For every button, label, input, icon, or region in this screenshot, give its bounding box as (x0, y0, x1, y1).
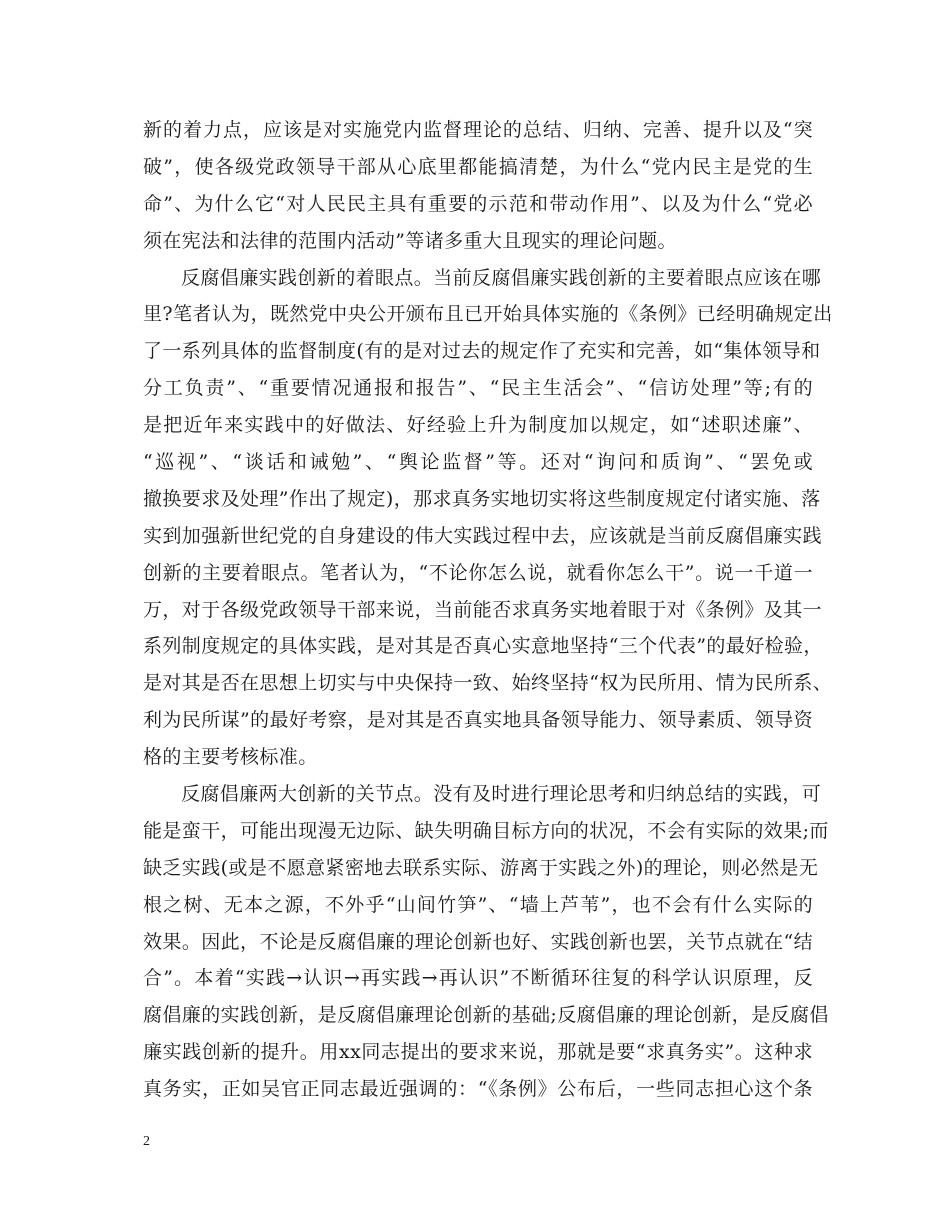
text-line: 根之树、无本之源，不外乎“山间竹笋”、“墙上芦苇”，也不会有什么实际的 (143, 893, 813, 916)
body-text (143, 112, 833, 1108)
text-line: 廉实践创新的提升。用xx同志提出的要求来说，那就是要“求真务实”。这种求 (143, 1041, 813, 1064)
text-line: 了一系列具体的监督制度(有的是对过去的规定作了充实和完善，如“集体领导和 (143, 340, 821, 363)
text-line: 系列制度规定的具体实践，是对其是否真心实意地坚持“三个代表”的最好检验， (143, 635, 823, 658)
text-line: 合”。本着“实践→认识→再实践→再认识”不断循环往复的科学认识原理，反 (143, 967, 813, 990)
text-line: 真务实，正如吴官正同志最近强调的：“《条例》公布后，一些同志担心这个条 (143, 1078, 813, 1101)
text-line: 实到加强新世纪党的自身建设的伟大实践过程中去，应该就是当前反腐倡廉实践 (143, 524, 823, 547)
text-line: 利为民所谋”的最好考察，是对其是否真实地具备领导能力、领导素质、领导资 (143, 709, 813, 732)
text-line: 反腐倡廉实践创新的着眼点。当前反腐倡廉实践创新的主要着眼点应该在哪 (181, 266, 822, 289)
text-line: 里?笔者认为，既然党中央公开颁布且已开始具体实施的《条例》已经明确规定出 (143, 303, 833, 326)
text-line: 新的着力点，应该是对实施党内监督理论的总结、归纳、完善、提升以及“突 (143, 119, 813, 141)
page-number: 2 (143, 1134, 150, 1149)
text-line: 分工负责”、“重要情况通报和报告”、“民主生活会”、“信访处理”等;有的 (143, 377, 813, 400)
text-line: “巡视”、“谈话和诫勉”、“舆论监督”等。还对“询问和质询”、“罢免或 (143, 451, 813, 474)
text-line: 须在宪法和法律的范围内活动”等诸多重大且现实的理论问题。 (143, 229, 677, 252)
text-line: 腐倡廉的实践创新，是反腐倡廉理论创新的基础;反腐倡廉的理论创新，是反腐倡 (143, 1004, 829, 1027)
text-line: 反腐倡廉两大创新的关节点。没有及时进行理论思考和归纳总结的实践，可 (181, 783, 822, 806)
text-line: 是对其是否在思想上切实与中央保持一致、始终坚持“权为民所用、情为民所系、 (143, 672, 833, 695)
text-line: 命”、为什么它“对人民民主具有重要的示范和带动作用”、以及为什么“党必 (143, 192, 813, 215)
text-line: 格的主要考核标准。 (143, 746, 318, 769)
text-line: 万，对于各级党政领导干部来说，当前能否求真务实地着眼于对《条例》及其一 (143, 598, 823, 621)
text-line: 破”，使各级党政领导干部从心底里都能搞清楚，为什么“党内民主是党的生 (143, 155, 813, 178)
text-line: 创新的主要着眼点。笔者认为，“不论你怎么说，就看你怎么干”。说一千道一 (143, 561, 813, 584)
text-line: 是把近年来实践中的好做法、好经验上升为制度加以规定，如“述职述廉”、 (143, 414, 813, 437)
text-line: 缺乏实践(或是不愿意紧密地去联系实际、游离于实践之外)的理论，则必然是无 (143, 856, 819, 879)
text-line: 效果。因此，不论是反腐倡廉的理论创新也好、实践创新也罢，关节点就在“结 (143, 930, 813, 953)
text-line: 撤换要求及处理”作出了规定)，那求真务实地切实将这些制度规定付诸实施、落 (143, 487, 821, 510)
text-line: 能是蛮干，可能出现漫无边际、缺失明确目标方向的状况，不会有实际的效果;而 (143, 819, 829, 842)
